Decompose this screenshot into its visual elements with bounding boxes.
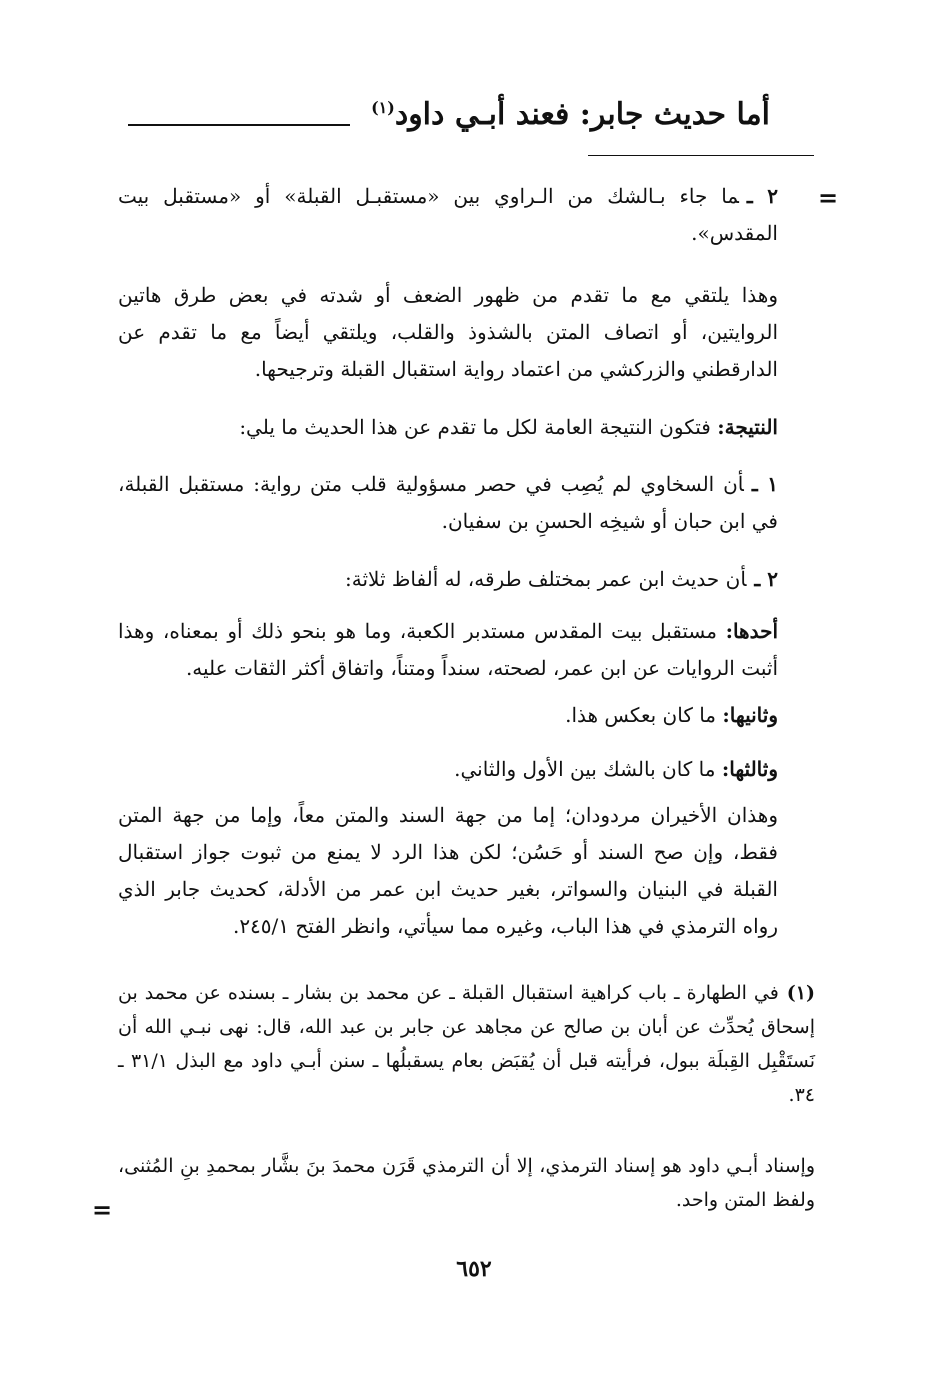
- heading-underline: [128, 124, 350, 126]
- term-label: أحدها:: [725, 619, 779, 643]
- paragraph-text: مستقبل بيت المقدس مستدبر الكعبة، وما هو بنحو ذلك أو بمعناه، وهذا أثبت الروايات عن ابن عمر، لصحته، سنداً ومتناً، واتفاق أكثر الثقات عليه.: [118, 619, 778, 680]
- paragraph-text: أن السخاوي لم يُصِب في حصر مسؤولية قلب متن رواية: مستقبل القبلة، في ابن حبان أو شيخِه الحسنِ بن سفيان.: [118, 472, 778, 533]
- term-label: النتيجة:: [717, 415, 778, 439]
- item-number: ٢ ـ: [754, 567, 778, 591]
- paragraph-point-1: [118, 466, 778, 540]
- paragraph-text: أن حديث ابن عمر بمختلف طرقه، له ألفاظ ثلاثة:: [345, 567, 747, 591]
- footnote-1: [118, 976, 815, 1112]
- paragraph-result: [118, 409, 778, 446]
- footnote-text: وإسناد أبـي داود هو إسناد الترمذي، إلا أن الترمذي قَرَن محمدَ بنَ بشَّار بمحمدِ بنِ المُثنى، ولفظ المتن واحد.: [118, 1155, 815, 1211]
- paragraph-text: وهذان الأخيران مردودان؛ إما من جهة السند والمتن معاً، وإما من جهة المتن فقط، وإن صح السند أو حَسُن؛ لكن هذا الرد لا يمنع من ثبوت جواز استقبال القبلة في البنيان والسواتر، بغير حديث ابن عمر من الأدلة، كحديث جابر الذي رواه الترمذي في هذا الباب، وغيره مما سيأتي، وانظر الفتح ٢٤٥/١.: [118, 803, 778, 938]
- paragraph-text: ما كان بالشك بين الأول والثاني.: [454, 757, 716, 781]
- section-heading: [250, 88, 770, 135]
- paragraph-conclusion: [118, 797, 778, 945]
- paragraph-first-wording: [118, 613, 778, 687]
- paragraph-third-wording: [118, 751, 778, 788]
- paragraph-text: ما كان بعكس هذا.: [565, 703, 717, 727]
- heading-text: أما حديث جابر: فعند أبـي داود: [394, 97, 770, 132]
- continuation-mark-top: =: [818, 184, 839, 212]
- continuation-mark-bottom: =: [92, 1196, 113, 1224]
- term-label: وثانيها:: [722, 703, 778, 727]
- term-label: وثالثها:: [721, 757, 778, 781]
- footnote-1-continued: [118, 1149, 815, 1217]
- item-number: ٢ ـ: [746, 184, 778, 208]
- paragraph-1: [118, 178, 778, 252]
- footnote-text: في الطهارة ـ باب كراهية استقبال القبلة ـ عن محمد بن بشار ـ بسنده عن محمد بن إسحاق يُحدِّث عن أبان بن صالح عن مجاهد عن جابر بن عبد الله، قال: نهى نبـي الله أن نَستَقْبِل القِبلَة ببول، فرأيته قبل أن يُقبَض بعام يسقبلُها ـ سنن أبـي داود مع البذل ٣١/١ ـ ٣٤.: [118, 982, 816, 1106]
- item-number: ١ ـ: [751, 472, 778, 496]
- separator-rule: [588, 155, 814, 156]
- paragraph-text: ما جاء بـالشك من الـراوي بين «مستقبـل القبلة» أو «مستقبل بيت المقدس».: [118, 184, 778, 245]
- paragraph-text: فتكون النتيجة العامة لكل ما تقدم عن هذا الحديث ما يلي:: [239, 415, 711, 439]
- footnote-ref: (١): [371, 98, 395, 117]
- paragraph-point-2: [118, 561, 778, 598]
- paragraph-text: وهذا يلتقي مع ما تقدم من ظهور الضعف أو شدته في بعض طرق هاتين الروايتين، أو اتصاف المتن بالشذوذ والقلب، ويلتقي أيضاً مع ما تقدم عن الدارقطني والزركشي من اعتماد رواية استقبال القبلة وترجيحها.: [118, 283, 778, 381]
- paragraph-second-wording: [118, 697, 778, 734]
- paragraph-2: [118, 277, 778, 388]
- page-number: ٦٥٢: [456, 1256, 492, 1282]
- footnote-number: (١): [786, 982, 815, 1004]
